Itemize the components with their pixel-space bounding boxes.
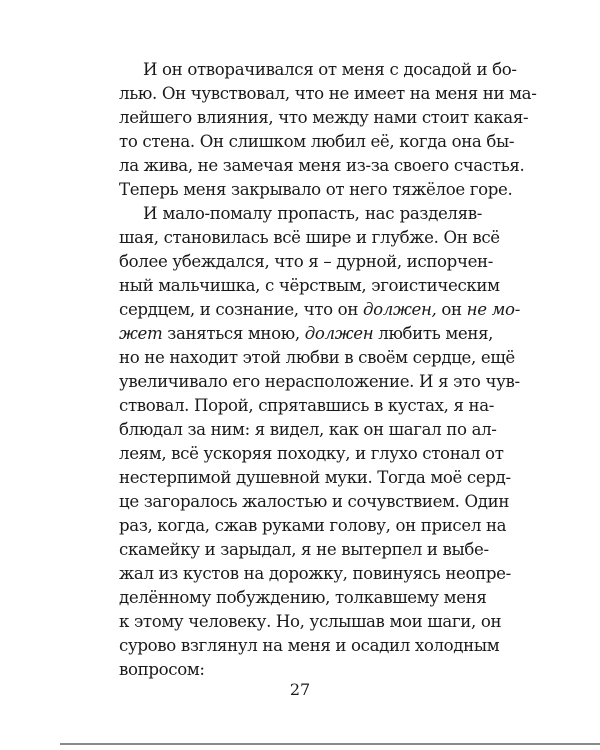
italic-text: жет: [119, 324, 163, 343]
text-line: вопросом:: [119, 660, 205, 679]
text-line: жал из кустов на дорожку, повинуясь неопре-: [119, 564, 511, 583]
text-line: Теперь меня закрывало от него тяжёлое горе.: [119, 180, 513, 199]
text-line: лью. Он чувствовал, что не имеет на меня ни ма-: [119, 84, 537, 103]
text-line: к этому человеку. Но, услышав мои шаги, он: [119, 612, 502, 631]
text-line: но не находит этой любви в своём сердце, ещё: [119, 348, 515, 367]
text-line: увеличивало его нерасположение. И я это чув-: [119, 372, 520, 391]
text-line: более убеждался, что я – дурной, испорчен-: [119, 252, 494, 271]
text-line: И мало-помалу пропасть, нас разделяв-: [143, 204, 482, 223]
text-line: И он отворачивался от меня с досадой и бо-: [143, 60, 517, 79]
text-line: ствовал. Порой, спрятавшись в кустах, я на-: [119, 396, 495, 415]
text-line: сурово взглянул на меня и осадил холодным: [119, 636, 500, 655]
italic-text: должен,: [362, 300, 437, 319]
text-line: нестерпимой душевной муки. Тогда моё серд-: [119, 468, 511, 487]
text-line: леям, всё ускоряя походку, и глухо стонал от: [119, 444, 504, 463]
text-line: ный мальчишка, с чёрствым, эгоистическим: [119, 276, 500, 295]
text-line: блюдал за ним: я видел, как он шагал по ал-: [119, 420, 497, 439]
text-line: жет заняться мною, должен любить меня,: [119, 324, 494, 343]
text-line: скамейку и зарыдал, я не вытерпел и выбе-: [119, 540, 489, 559]
text-line: делённому побуждению, толкавшему меня: [119, 588, 487, 607]
text-line: шая, становилась всё шире и глубже. Он всё: [119, 228, 500, 247]
italic-text: должен: [304, 324, 374, 343]
text-line: лейшего влияния, что между нами стоит какая-: [119, 108, 529, 127]
page-number: 27: [289, 680, 311, 699]
bottom-rule: [60, 743, 600, 745]
text-line: це загоралось жалостью и сочувствием. Один: [119, 492, 510, 511]
italic-text: не мо-: [466, 300, 520, 319]
text-line: раз, когда, сжав руками голову, он присел на: [119, 516, 507, 535]
text-line: ла жива, не замечая меня из-за своего счастья.: [119, 156, 525, 175]
text-line: сердцем, и сознание, что он должен, он не мо-: [119, 300, 520, 319]
text-line: то стена. Он слишком любил её, когда она бы-: [119, 132, 515, 151]
